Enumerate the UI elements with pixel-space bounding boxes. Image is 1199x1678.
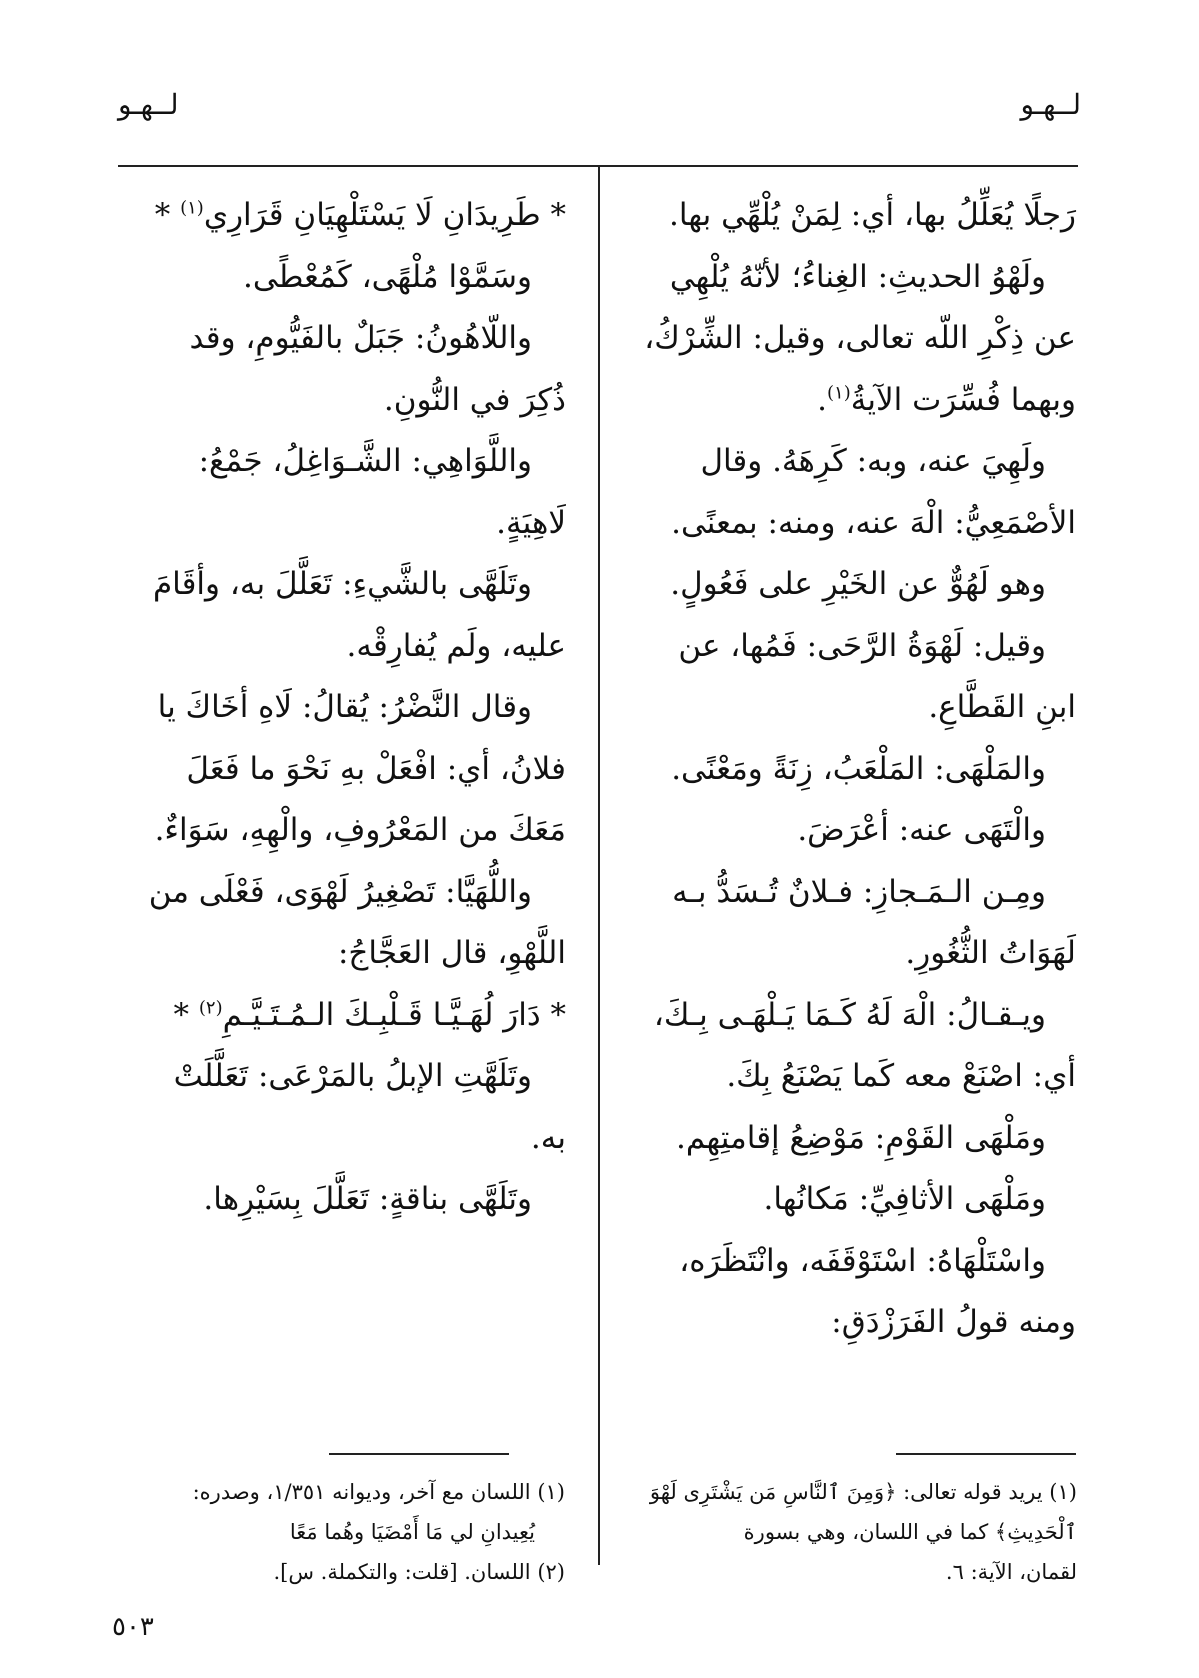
- text-line: رَجلًا يُعَلِّلُ بها، أي: لِمَنْ يُلْهِّي بها.: [669, 197, 1076, 233]
- text-line: الأصْمَعِيُّ: الْهَ عنه، ومنه: بمعنًى.: [671, 504, 1076, 541]
- footnote-line: لقمان، الآية: ٦.: [945, 1560, 1077, 1584]
- running-header-right: لــهـو: [1020, 88, 1081, 121]
- verse-text: * طَرِيدَانِ لَا يَسْتَلْهِيَانِ قَرَارِي: [203, 197, 566, 233]
- page-number: ٥٠٣: [112, 1612, 154, 1642]
- text-line: [616, 370, 1076, 432]
- text-line: واللُّهَيَّا: تَصْغِيرُ لَهْوَى، فَعْلَى من: [148, 873, 532, 910]
- text-line: عليه، ولَم يُفارِقْه.: [346, 627, 566, 664]
- footnote-line: (١) اللسان مع آخر، وديوانه ١/٣٥١، وصدره:: [192, 1480, 565, 1504]
- text-line: ويـقـالُ: الْهَ لَهُ كَـمَا يَـلْهَـى بِـكَ،: [653, 996, 1046, 1033]
- left-column: [118, 185, 566, 1231]
- footnote-rule-left: [329, 1453, 509, 1455]
- text-line: وتَلَهَّتِ الإبلُ بالمَرْعَى: تَعَلَّلَتْ: [173, 1058, 532, 1094]
- text-line: لَاهِيَةٍ.: [496, 504, 566, 541]
- text-line: فلانُ، أي: افْعَلْ بهِ نَحْوَ ما فَعَلَ: [186, 750, 566, 787]
- text-line: ولَهْوُ الحديثِ: الغِناءُ؛ لأنّهُ يُلْهِي: [669, 258, 1046, 295]
- text-line: لَهَوَاتُ الثُّغُورِ.: [905, 935, 1076, 971]
- text-line: ومَلْهَى الأثافِيِّ: مَكانُها.: [763, 1181, 1046, 1217]
- footnote-line: ٱلْحَدِيثِ﴾ كما في اللسان، وهي بسورة: [743, 1520, 1077, 1544]
- text-line: ومَلْهَى القَوْمِ: مَوْضِعُ إقامتِهِم.: [676, 1119, 1046, 1156]
- text-line: أي: اصْنَعْ معه كَما يَصْنَعُ بِكَ.: [726, 1058, 1076, 1094]
- footnote-ref: (١): [180, 197, 204, 219]
- footnote-ref: (٢): [198, 997, 223, 1019]
- verse-text: * دَارَ لُهَـيَّـا قَـلْبِـكَ الـمُـتَـيَّـمِ: [222, 996, 566, 1033]
- text-line: واسْتَلْهَاهُ: اسْتَوْقَفَه، وانْتَظَرَه،: [679, 1242, 1046, 1279]
- text-line: عن ذِكْرِ اللّه تعالى، وقيل: الشِّرْكُ،: [644, 320, 1076, 356]
- star-symbol: *: [173, 996, 190, 1033]
- text-line: وقيل: لَهْوَةُ الرَّحَى: فَمُها، عن: [678, 627, 1046, 664]
- verse-line: [118, 185, 566, 247]
- text-line: وقال النَّضْرُ: يُقالُ: لَاهِ أخَاكَ يا: [157, 689, 532, 725]
- text-line: وتَلَهَّى بالشَّيءِ: تَعَلَّلَ به، وأقَامَ: [152, 566, 532, 602]
- right-column: [616, 185, 1076, 1354]
- text-segment: وبهما فُسِّرَت الآيةُ: [850, 381, 1076, 418]
- footnote-verse: يُعِيدانِ لي مَا أَمْضَيَا وهُما مَعًا: [289, 1520, 535, 1544]
- period: .: [817, 381, 827, 418]
- running-header-left: لــهـو: [118, 88, 179, 121]
- text-line: ابنِ القَطَّاعِ.: [928, 689, 1076, 725]
- footnote-ref: (١): [827, 382, 851, 404]
- verse-line: [118, 985, 566, 1047]
- text-line: والْتَهَى عنه: أعْرَضَ.: [797, 812, 1046, 848]
- footnote-line: (٢) اللسان. [قلت: والتكملة. س].: [273, 1560, 565, 1584]
- text-line: ومِـن الـمَـجازِ: فـلانٌ تُـسَدُّ بـه: [672, 873, 1046, 910]
- star-symbol: *: [154, 197, 171, 233]
- text-line: والمَلْهَى: المَلْعَبُ، زِنَةً ومَعْنًى.: [671, 750, 1046, 787]
- text-line: واللّاهُونُ: جَبَلٌ بالفَيُّومِ، وقد: [189, 320, 532, 356]
- text-line: به.: [530, 1119, 566, 1156]
- footnote-rule-right: [896, 1453, 1076, 1455]
- text-line: واللَّوَاهِي: الشَّـوَاغِلُ، جَمْعُ:: [198, 443, 532, 479]
- footnotes-right: [632, 1472, 1077, 1592]
- column-divider: [598, 165, 600, 1565]
- text-line: ومنه قولُ الفَرَزْدَقِ:: [831, 1304, 1076, 1340]
- footnotes-left: [110, 1472, 565, 1592]
- text-line: ذُكِرَ في النُّونِ.: [383, 381, 566, 418]
- text-line: وتَلَهَّى بناقةٍ: تَعَلَّلَ بِسَيْرِها.: [203, 1181, 532, 1217]
- text-line: اللَّهْوِ، قال العَجَّاجُ:: [337, 935, 566, 971]
- text-line: وسَمَّوْا مُلْهًى، كَمُعْطًى.: [243, 258, 532, 295]
- text-line: ولَهِيَ عنه، وبه: كَرِهَهُ. وقال: [700, 443, 1046, 479]
- text-line: مَعَكَ من المَعْرُوفِ، والْهِهِ، سَوَاءٌ.: [154, 812, 566, 848]
- footnote-line: (١) يريد قوله تعالى: ﴿وَمِنَ ٱلنَّاسِ مَن يَشْتَرِى لَهْوَ: [649, 1480, 1077, 1504]
- text-line: وهو لَهُوٌّ عن الخَيْرِ على فَعُولٍ.: [670, 566, 1046, 602]
